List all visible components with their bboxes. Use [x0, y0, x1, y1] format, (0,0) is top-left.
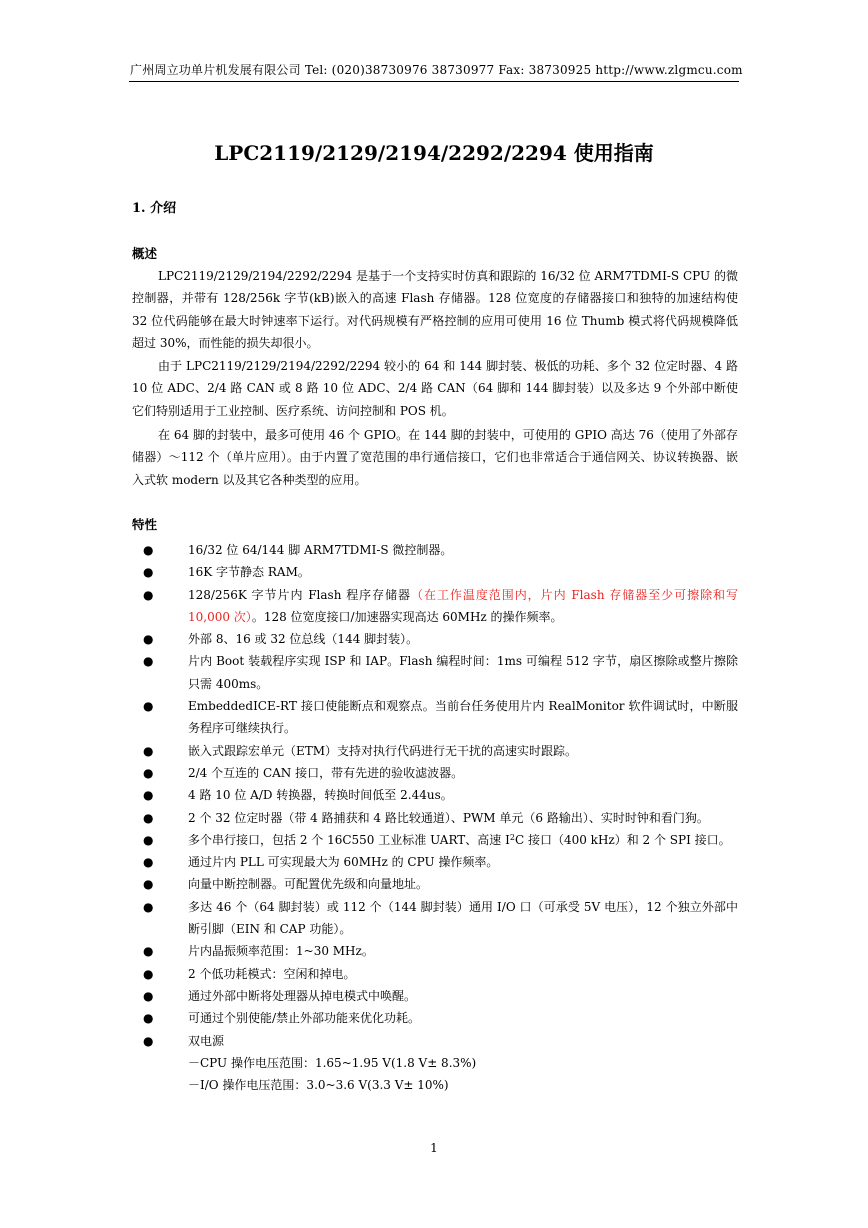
feature-item — [132, 584, 738, 629]
feature-text: 外部 8、16 或 32 位总线（144 脚封装）。 — [188, 632, 419, 647]
feature-text: 通过片内 PLL 可实现最大为 60MHz 的 CPU 操作频率。 — [188, 855, 499, 870]
feature-item — [132, 851, 738, 873]
bullet-icon: ● — [143, 832, 154, 847]
feature-text: 4 路 10 位 A/D 转换器，转换时间低至 2.44us。 — [188, 788, 453, 803]
bullet-icon: ● — [143, 899, 154, 914]
bullet-icon: ● — [143, 765, 154, 780]
bullet-icon: ● — [143, 966, 154, 981]
feature-item — [132, 695, 738, 740]
highlighted-note: （在工作温度范围内，片内 Flash 存储器至少可擦除和写 10,000 次） — [188, 587, 738, 624]
feature-item — [132, 1030, 738, 1097]
bullet-icon: ● — [143, 543, 154, 557]
bullet-icon: ● — [143, 743, 154, 758]
bullet-icon: ● — [143, 632, 154, 647]
voltage-sublist — [188, 1052, 738, 1097]
bullet-icon: ● — [143, 855, 154, 870]
overview-paragraph-3: 在 64 脚的封装中，最多可使用 46 个 GPIO。在 144 脚的封装中，可使用的 GPIO 高达 76（使用了外部存储器）～112 个（单片应用）。由于内置了宽范围的串行通信接口，它们也非常适合于通信网关、协议转换器、嵌入式软 modern 以及其它各种类型的应用。 — [132, 428, 738, 487]
overview-paragraph-2: 由于 LPC2119/2129/2194/2292/2294 较小的 64 和 144 脚封装、极低的功耗、多个 32 位定时器、4 路 10 位 ADC、2/4 路 CAN 或 8 路 10 位 ADC、2/4 路 CAN（64 脚和 144 脚封装）以及多达 9 个外部中断使它们特别适用于工业控制、医疗系统、访问控制和 POS 机。 — [132, 359, 738, 418]
page-number: 1 — [430, 1141, 438, 1155]
bullet-icon: ● — [143, 565, 154, 580]
feature-text: 通过外部中断将处理器从掉电模式中唤醒。 — [188, 988, 417, 1003]
bullet-icon: ● — [143, 654, 154, 669]
feature-text: 16K 字节静态 RAM。 — [188, 565, 310, 580]
feature-item — [132, 807, 738, 829]
feature-text: 16/32 位 64/144 脚 ARM7TDMI-S 微控制器。 — [188, 543, 453, 557]
feature-text: 片内晶振频率范围：1~30 MHz。 — [188, 944, 374, 959]
voltage-range-line: －I/O 操作电压范围：3.0~3.6 V(3.3 V± 10%) — [188, 1078, 449, 1093]
bullet-icon: ● — [143, 1033, 154, 1048]
feature-item — [132, 539, 738, 561]
overview-paragraph-1: LPC2119/2129/2194/2292/2294 是基于一个支持实时仿真和跟踪的 16/32 位 ARM7TDMI-S CPU 的微控制器，并带有 128/256k 字节(kB)嵌入的高速 Flash 存储器。128 位宽度的存储器接口和独特的加速结构使 32 位代码能够在最大时钟速率下运行。对代码规模有严格控制的应用可使用 16 位 Thumb 模式将代码规模降低超过 30%，而性能的损失却很小。 — [132, 269, 738, 350]
section-heading-introduction: 1. 介绍 — [132, 201, 177, 216]
feature-text: EmbeddedICE-RT 接口使能断点和观察点。当前台任务使用片内 RealMonitor 软件调试时，中断服务程序可继续执行。 — [188, 699, 738, 736]
subheading-overview: 概述 — [132, 246, 158, 261]
subheading-features: 特性 — [132, 517, 158, 532]
feature-item — [132, 873, 738, 895]
bullet-icon: ● — [143, 988, 154, 1003]
feature-item — [132, 650, 738, 695]
bullet-icon: ● — [143, 944, 154, 959]
feature-item — [132, 628, 738, 650]
feature-list — [132, 539, 738, 1096]
header-divider — [129, 81, 739, 82]
feature-text: 双电源 — [188, 1033, 225, 1048]
feature-item — [132, 985, 738, 1007]
bullet-icon: ● — [143, 788, 154, 803]
bullet-icon: ● — [143, 587, 154, 602]
feature-text: 2 个低功耗模式：空闲和掉电。 — [188, 966, 356, 981]
bullet-icon: ● — [143, 1011, 154, 1026]
bullet-icon: ● — [143, 810, 154, 825]
feature-text: 片内 Boot 装载程序实现 ISP 和 IAP。Flash 编程时间：1ms 可编程 512 字节，扇区擦除或整片擦除只需 400ms。 — [188, 654, 738, 691]
superscript: 2 — [509, 832, 515, 842]
feature-text: 向量中断控制器。可配置优先级和向量地址。 — [188, 877, 429, 892]
feature-item — [132, 561, 738, 583]
feature-text: 可通过个别使能/禁止外部功能来优化功耗。 — [188, 1011, 421, 1026]
feature-text: 多达 46 个（64 脚封装）或 112 个（144 脚封装）通用 I/O 口（可承受 5V 电压），12 个独立外部中断引脚（EIN 和 CAP 功能）。 — [188, 899, 738, 937]
feature-text: 128/256K 字节片内 Flash 程序存储器（在工作温度范围内，片内 Flash 存储器至少可擦除和写 10,000 次）。128 位宽度接口/加速器实现高达 60MHz 的操作频率。 — [188, 587, 738, 624]
bullet-icon: ● — [143, 699, 154, 714]
feature-text: 多个串行接口，包括 2 个 16C550 工业标准 UART、高速 $I^2C$ 接口（400 kHz）和 2 个 SPI 接口。 — [188, 832, 731, 847]
feature-text: 2/4 个互连的 CAN 接口，带有先进的验收滤波器。 — [188, 765, 464, 780]
feature-item — [132, 740, 738, 762]
feature-item — [132, 896, 738, 941]
page-header: 广州周立功单片机发展有限公司 Tel: (020)38730976 38730977 Fax: 38730925 http://www.zlgmcu.com — [130, 63, 743, 77]
feature-item — [132, 784, 738, 806]
feature-text: 2 个 32 位定时器（带 4 路捕获和 4 路比较通道）、PWM 单元（6 路输出）、实时时钟和看门狗。 — [188, 810, 709, 825]
feature-text: 嵌入式跟踪宏单元（ETM）支持对执行代码进行无干扰的高速实时跟踪。 — [188, 743, 578, 758]
document-title: LPC2119/2129/2194/2292/2294 使用指南 — [214, 141, 654, 165]
feature-item — [132, 762, 738, 784]
feature-item — [132, 963, 738, 985]
feature-item — [132, 940, 738, 962]
bullet-icon: ● — [143, 877, 154, 892]
feature-item — [132, 1007, 738, 1029]
voltage-range-line: －CPU 操作电压范围：1.65~1.95 V(1.8 V± 8.3%) — [188, 1055, 477, 1070]
feature-item — [132, 829, 738, 851]
